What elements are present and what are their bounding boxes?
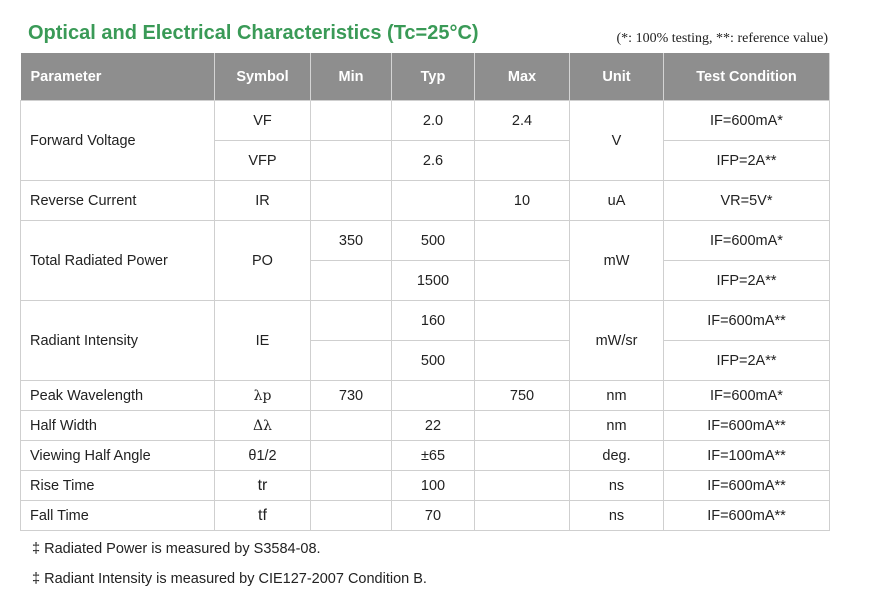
max-cell: [475, 221, 570, 261]
typ-cell: 70: [392, 501, 475, 531]
table-header-row: [21, 53, 830, 101]
max-cell: [475, 411, 570, 441]
table-row: [21, 101, 830, 141]
symbol-cell: VF: [215, 101, 311, 141]
unit-cell: V: [570, 101, 664, 181]
unit-cell: mW/sr: [570, 301, 664, 381]
min-cell: [311, 441, 392, 471]
typ-cell: 1500: [392, 261, 475, 301]
condition-cell: IFP=2A**: [664, 141, 830, 181]
parameter-cell: Forward Voltage: [21, 101, 215, 181]
typ-cell: [392, 381, 475, 411]
header-unit: Unit: [570, 53, 664, 101]
condition-cell: IF=600mA*: [664, 101, 830, 141]
footnote-radiated-power: ‡ Radiated Power is measured by S3584-08.: [32, 541, 321, 557]
typ-cell: 500: [392, 221, 475, 261]
min-cell: 350: [311, 221, 392, 261]
condition-cell: IF=600mA*: [664, 221, 830, 261]
condition-cell: VR=5V*: [664, 181, 830, 221]
condition-cell: IFP=2A**: [664, 341, 830, 381]
min-cell: 730: [311, 381, 392, 411]
parameter-cell: Radiant Intensity: [21, 301, 215, 381]
min-cell: [311, 181, 392, 221]
testing-legend-note: (*: 100% testing, **: reference value): [616, 31, 828, 46]
typ-cell: [392, 181, 475, 221]
max-cell: [475, 441, 570, 471]
header-test-condition: Test Condition: [664, 53, 830, 101]
footnote-radiant-intensity: ‡ Radiant Intensity is measured by CIE127-2007 Condition B.: [32, 571, 427, 587]
condition-cell: IF=600mA**: [664, 301, 830, 341]
unit-cell: uA: [570, 181, 664, 221]
condition-cell: IF=600mA**: [664, 501, 830, 531]
unit-cell: nm: [570, 381, 664, 411]
min-cell: [311, 411, 392, 441]
unit-cell: ns: [570, 471, 664, 501]
parameter-cell: Half Width: [21, 411, 215, 441]
max-cell: 2.4: [475, 101, 570, 141]
header-parameter: Parameter: [21, 53, 215, 101]
symbol-cell: IE: [215, 301, 311, 381]
symbol-cell: PO: [215, 221, 311, 301]
condition-cell: IF=600mA**: [664, 471, 830, 501]
symbol-cell: tf: [215, 501, 311, 531]
max-cell: 10: [475, 181, 570, 221]
header-min: Min: [311, 53, 392, 101]
header-typ: Typ: [392, 53, 475, 101]
table-row: [21, 381, 830, 411]
max-cell: 750: [475, 381, 570, 411]
page-title: Optical and Electrical Characteristics (Tc=25°C): [28, 22, 479, 44]
parameter-cell: Rise Time: [21, 471, 215, 501]
max-cell: [475, 141, 570, 181]
min-cell: [311, 501, 392, 531]
min-cell: [311, 261, 392, 301]
typ-cell: 2.6: [392, 141, 475, 181]
typ-cell: 2.0: [392, 101, 475, 141]
header-symbol: Symbol: [215, 53, 311, 101]
table-row: [21, 301, 830, 341]
min-cell: [311, 141, 392, 181]
typ-cell: 22: [392, 411, 475, 441]
condition-cell: IF=100mA**: [664, 441, 830, 471]
symbol-cell: IR: [215, 181, 311, 221]
symbol-cell: Δλ: [215, 411, 311, 441]
max-cell: [475, 471, 570, 501]
unit-cell: deg.: [570, 441, 664, 471]
symbol-cell: λp: [215, 381, 311, 411]
symbol-cell: tr: [215, 471, 311, 501]
parameter-cell: Fall Time: [21, 501, 215, 531]
table-row: [21, 411, 830, 441]
symbol-cell: VFP: [215, 141, 311, 181]
parameter-cell: Viewing Half Angle: [21, 441, 215, 471]
unit-cell: ns: [570, 501, 664, 531]
min-cell: [311, 101, 392, 141]
unit-cell: mW: [570, 221, 664, 301]
max-cell: [475, 501, 570, 531]
parameter-cell: Peak Wavelength: [21, 381, 215, 411]
header-max: Max: [475, 53, 570, 101]
max-cell: [475, 301, 570, 341]
unit-cell: nm: [570, 411, 664, 441]
table-row: [21, 471, 830, 501]
min-cell: [311, 301, 392, 341]
typ-cell: 160: [392, 301, 475, 341]
parameter-cell: Total Radiated Power: [21, 221, 215, 301]
table-row: [21, 181, 830, 221]
typ-cell: 500: [392, 341, 475, 381]
table-row: [21, 501, 830, 531]
parameter-cell: Reverse Current: [21, 181, 215, 221]
min-cell: [311, 471, 392, 501]
table-row: [21, 221, 830, 261]
symbol-cell: θ1/2: [215, 441, 311, 471]
typ-cell: ±65: [392, 441, 475, 471]
condition-cell: IF=600mA*: [664, 381, 830, 411]
condition-cell: IFP=2A**: [664, 261, 830, 301]
max-cell: [475, 261, 570, 301]
typ-cell: 100: [392, 471, 475, 501]
max-cell: [475, 341, 570, 381]
condition-cell: IF=600mA**: [664, 411, 830, 441]
characteristics-table: [20, 53, 830, 531]
min-cell: [311, 341, 392, 381]
table-row: [21, 441, 830, 471]
